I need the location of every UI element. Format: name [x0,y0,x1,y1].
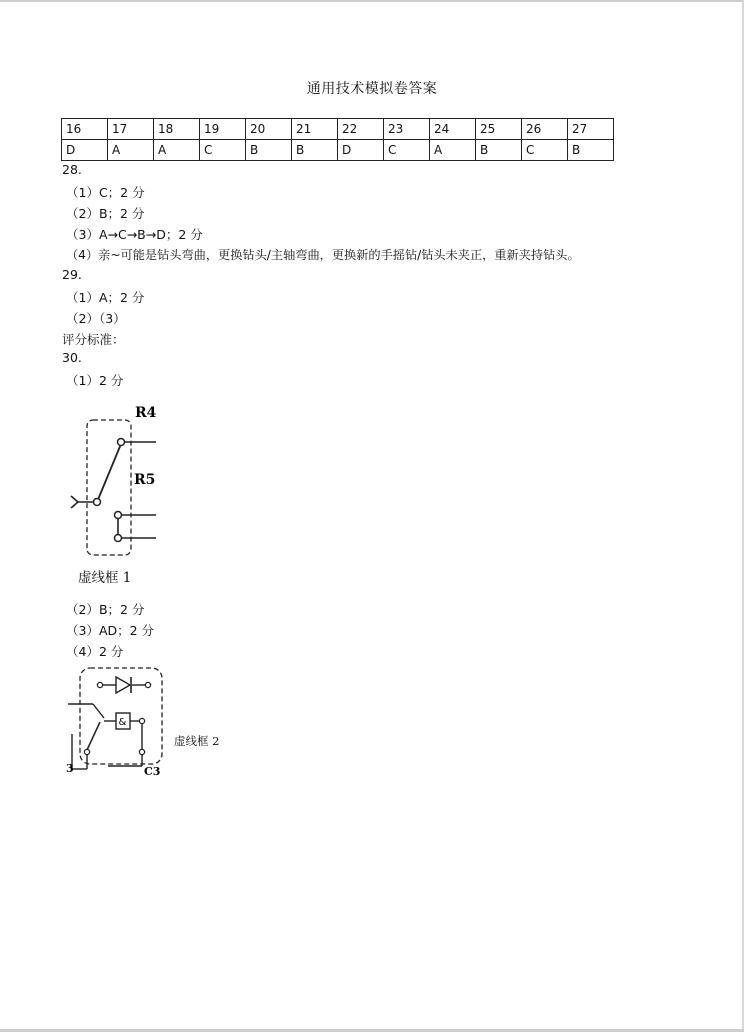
caption-dashed-box-2: 虚线框 2 [174,734,220,748]
switch-terminal-mid [115,512,122,519]
table-cell: C [384,140,430,161]
table-cell: B [568,140,614,161]
page-title: 通用技术模拟卷答案 [306,81,438,97]
table-cell: 27 [568,119,614,140]
switch-terminal-top [118,439,125,446]
and-gate-symbol: & [118,717,127,728]
figure-dashed-box-1 [60,400,170,562]
q30-number: 30. [62,350,82,365]
switch-blade [97,444,121,502]
table-cell: 26 [522,119,568,140]
question-number-row [62,119,614,140]
label-3: 3 [66,762,74,775]
table-cell: 24 [430,119,476,140]
q29-answer-2: （2）（3） [66,311,126,326]
gate-output-terminal [139,718,144,723]
output-terminal-bottom [139,749,144,754]
q29-number: 29. [62,267,82,282]
table-cell: C [522,140,568,161]
table-cell: 23 [384,119,430,140]
diode-terminal-right [145,682,150,687]
q30-answer-1: （1）2 分 [66,373,124,388]
q30-answer-3: （3）AD；2 分 [66,623,155,638]
table-cell: 21 [292,119,338,140]
table-cell: 25 [476,119,522,140]
answer-table [61,118,614,161]
table-cell: 16 [62,119,108,140]
label-c3: C3 [144,765,161,778]
q29-scoring-criteria: 评分标准： [62,332,125,347]
table-cell: D [338,140,384,161]
answer-row [62,140,614,161]
page-edge-top [0,0,744,2]
table-cell: D [62,140,108,161]
diode-terminal-left [97,682,102,687]
q28-answer-2: （2）B；2 分 [66,206,145,221]
q30-answer-2: （2）B；2 分 [66,602,145,617]
lower-switch-blade [87,722,100,750]
table-cell: A [108,140,154,161]
table-cell: B [292,140,338,161]
q28-answer-3: （3）A→C→B→D；2 分 [66,227,203,242]
diode-icon [116,677,130,693]
table-cell: C [200,140,246,161]
input-arrow-lower [71,502,78,508]
table-cell: B [246,140,292,161]
table-cell: A [430,140,476,161]
q28-number: 28. [62,162,82,177]
q29-answer-1: （1）A；2 分 [66,290,145,305]
wire-to-gate-top [93,704,104,718]
table-cell: A [154,140,200,161]
lower-switch-terminal [84,749,89,754]
caption-dashed-box-1: 虚线框 1 [78,570,132,586]
switch-terminal-common [94,499,101,506]
label-r4: R4 [135,405,157,421]
table-cell: 18 [154,119,200,140]
q28-answer-4: （4）亲~可能是钻头弯曲，更换钻头/主轴弯曲，更换新的手摇钻/钻头未夹正，重新夹持钻头。 [66,248,580,262]
figure-dashed-box-2 [60,664,172,780]
q28-answer-1: （1）C；2 分 [66,185,145,200]
table-cell: 22 [338,119,384,140]
switch-terminal-bottom [115,535,122,542]
table-cell: 20 [246,119,292,140]
q30-answer-4: （4）2 分 [66,644,124,659]
input-arrow-upper [71,496,78,502]
table-cell: 19 [200,119,246,140]
table-cell: B [476,140,522,161]
label-r5: R5 [134,472,156,488]
table-cell: 17 [108,119,154,140]
